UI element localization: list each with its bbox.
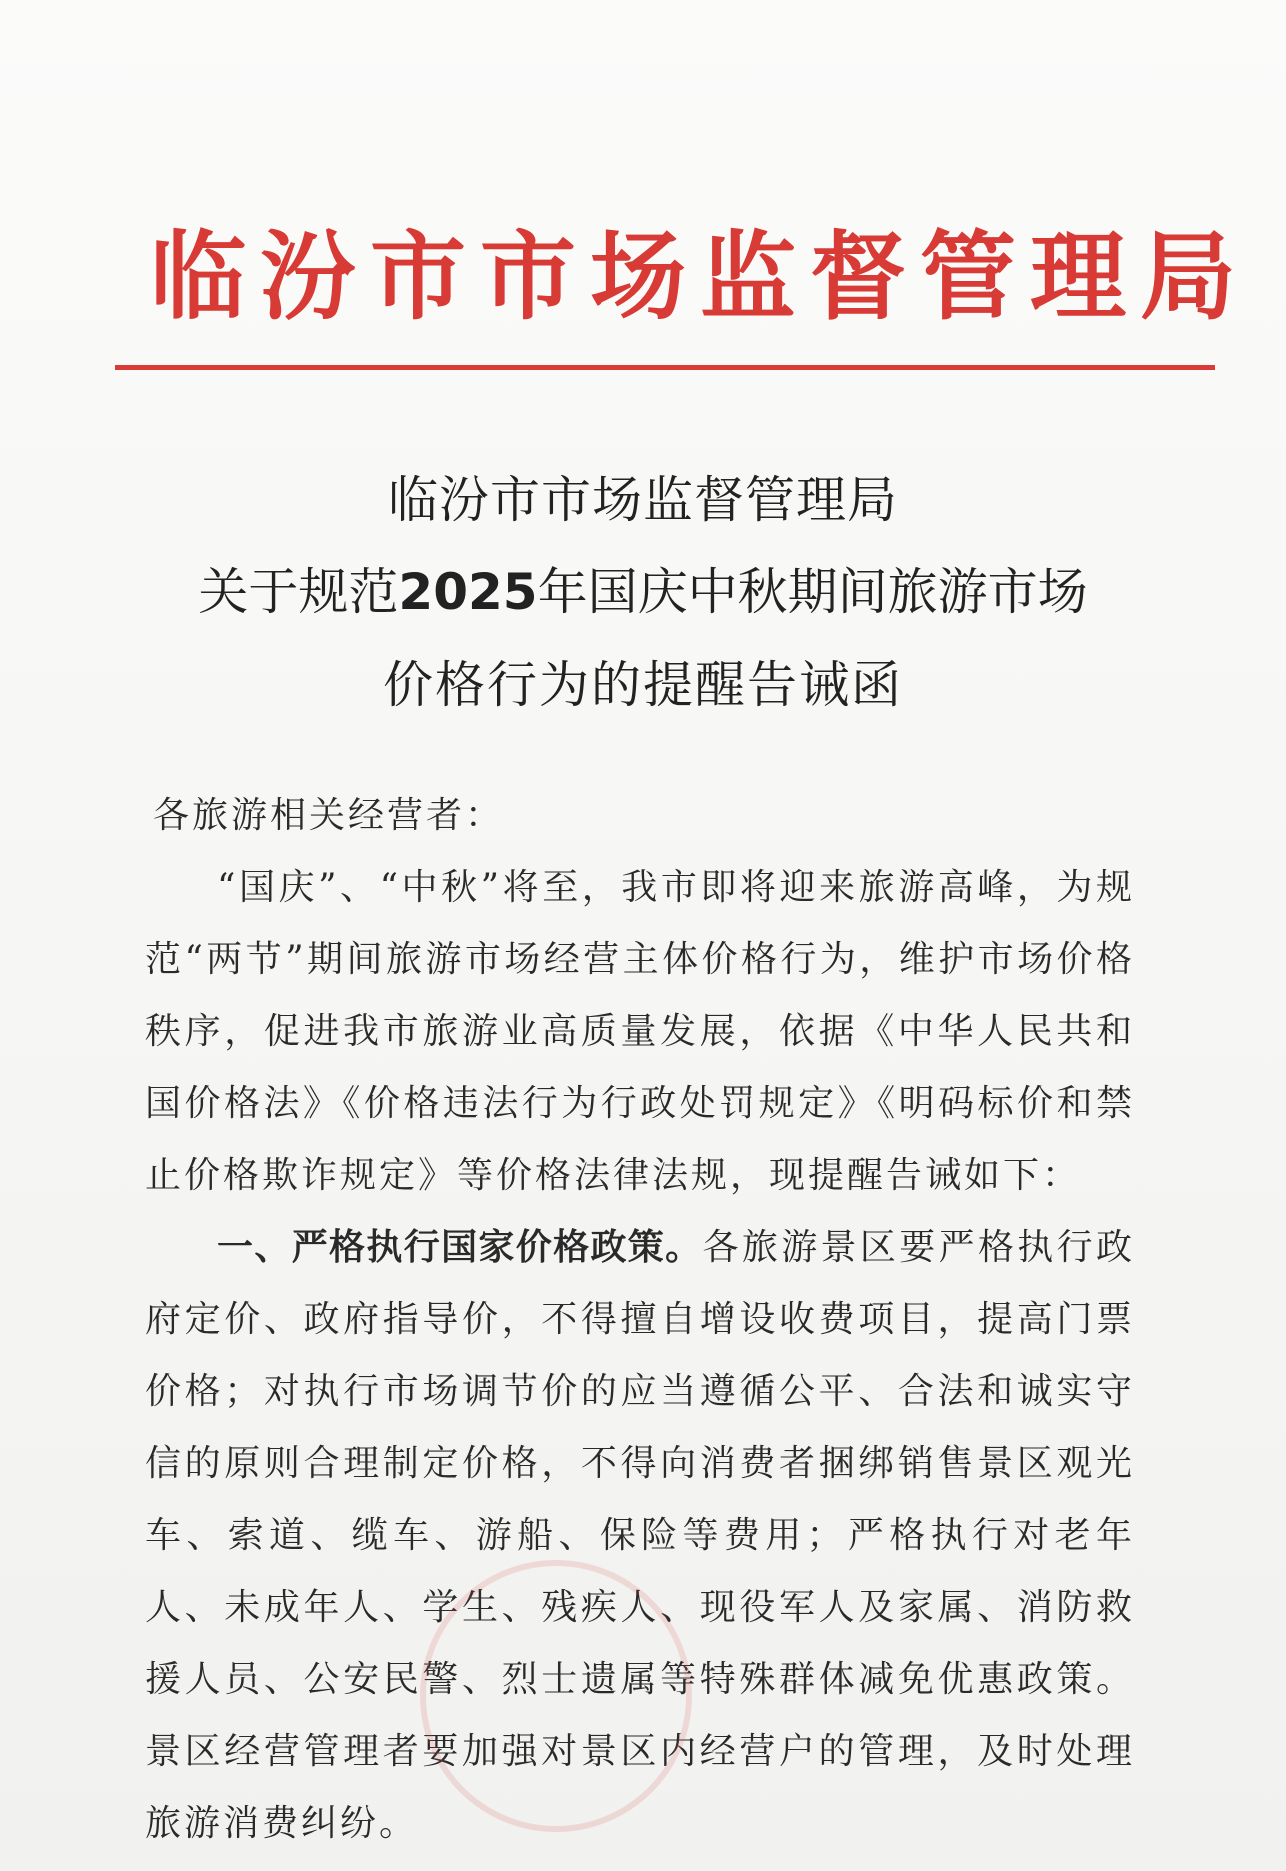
letterhead-title: 临汾市市场监督管理局 bbox=[150, 221, 1250, 333]
document-title-line-3: 价格行为的提醒告诫函 bbox=[383, 656, 903, 714]
document-body bbox=[145, 780, 1135, 1860]
document-title-line-2 bbox=[0, 562, 1286, 622]
title-line-2-suffix: 年国庆中秋期间旅游市场 bbox=[537, 563, 1088, 621]
paragraph-intro: “国庆”、“中秋”将至，我市即将迎来旅游高峰，为规范“两节”期间旅游市场经营主体价格行为，维护市场价格秩序，促进我市旅游业高质量发展，依据《中华人民共和国价格法》《价格违法行为行政处罚规定》《明码标价和禁止价格欺诈规定》等价格法律法规，现提醒告诫如下： bbox=[145, 867, 1135, 1196]
title-line-2-prefix: 关于规范 bbox=[198, 563, 399, 621]
section-1-heading: 一、严格执行国家价格政策。 bbox=[217, 1227, 703, 1268]
section-1-text: 各旅游景区要严格执行政府定价、政府指导价，不得擅自增设收费项目，提高门票价格；对执行市场调节价的应当遵循公平、合法和诚实守信的原则合理制定价格，不得向消费者捆绑销售景区观光车、索道、缆车、游船、保险等费用；严格执行对老年人、未成年人、学生、残疾人、现役军人及家属、消防救援人员、公安民警、烈士遗属等特殊群体减免优惠政策。景区经营管理者要加强对景区内经营户的管理，及时处理旅游消费纠纷。 bbox=[145, 1227, 1135, 1844]
paragraph-section-1 bbox=[145, 1212, 1135, 1860]
letterhead-red-rule bbox=[115, 365, 1215, 370]
salutation: 各旅游相关经营者： bbox=[153, 795, 505, 836]
document-title-line-1: 临汾市市场监督管理局 bbox=[388, 471, 898, 529]
title-year: 2025 bbox=[398, 563, 538, 621]
